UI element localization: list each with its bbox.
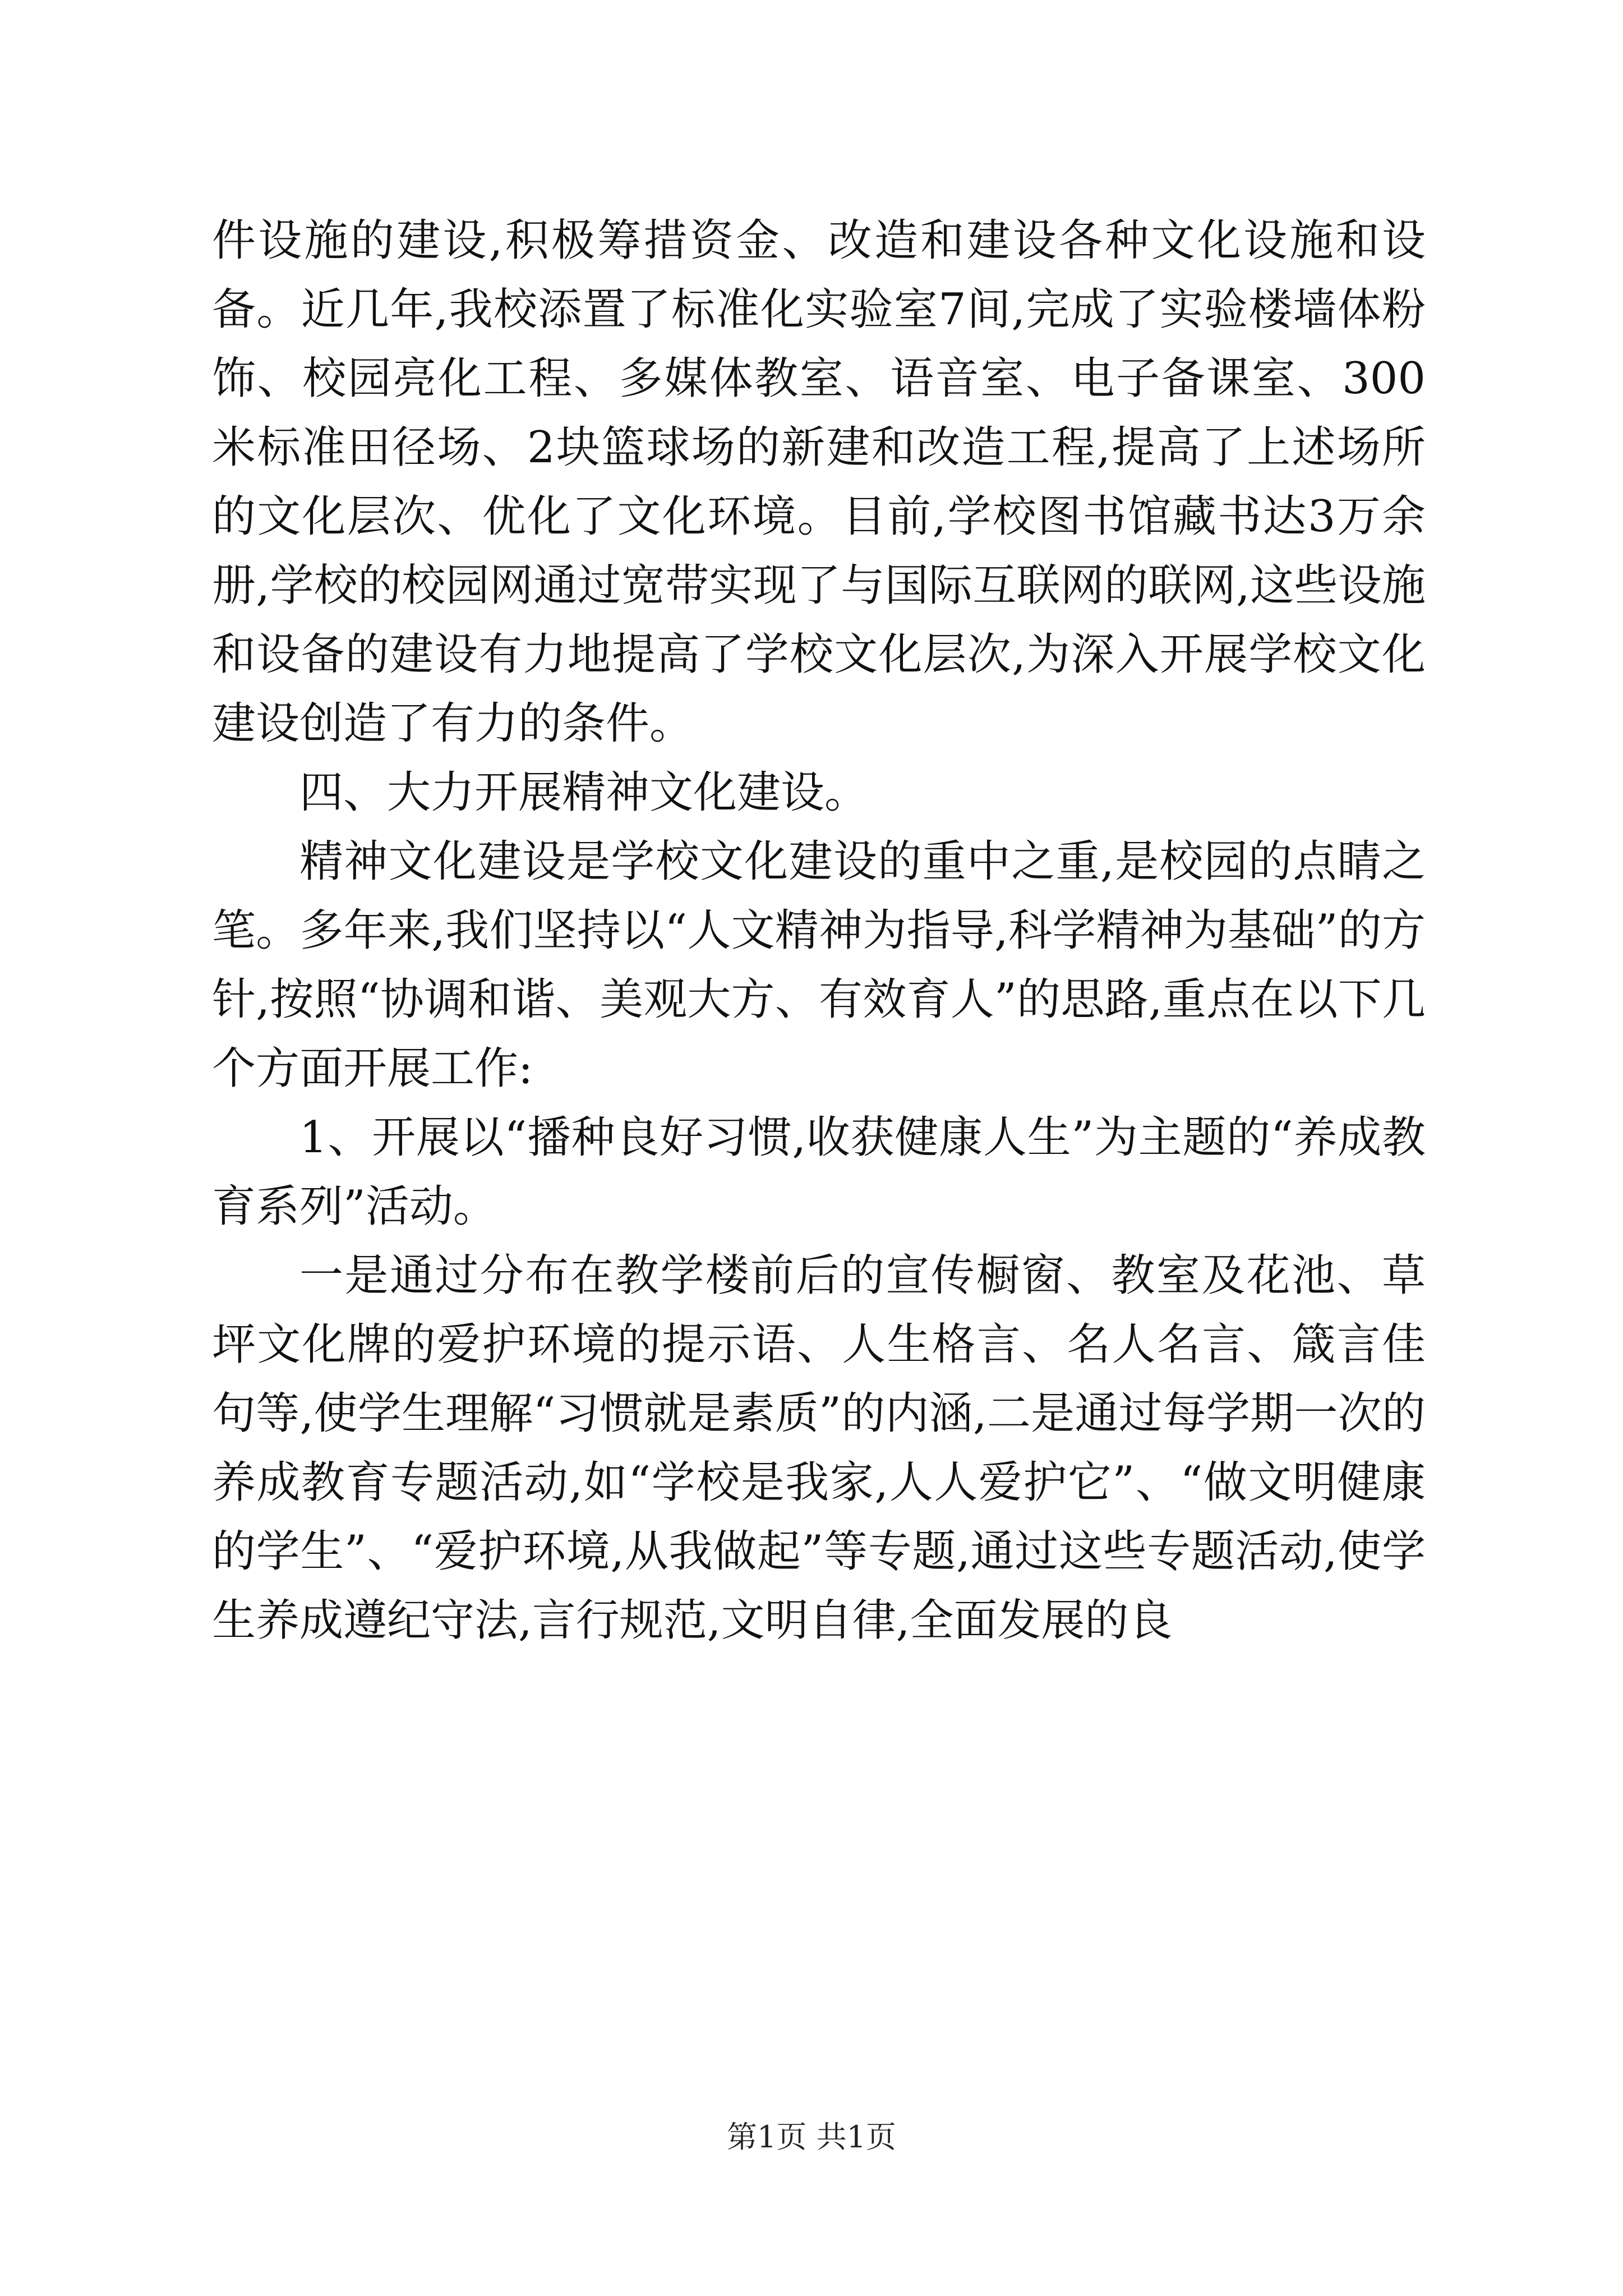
- section-heading-spiritual-culture: 四、大力开展精神文化建设。: [299, 767, 869, 818]
- paragraph-facilities: 件设施的建设,积极筹措资金、改造和建设各种文化设施和设备。近几年,我校添置了标准化实验室7间,完成了实验楼墙体粉饰、校园亮化工程、多媒体教室、语音室、电子备课室、300米标准田径场、2块篮球场的新建和改造工程,提高了上述场所的文化层次、优化了文化环境。目前,学校图书馆藏书达3万余册,学校的校园网通过宽带实现了与国际互联网的联网,这些设施和设备的建设有力地提高了学校文化层次,为深入开展学校文化建设创造了有力的条件。: [212, 215, 1426, 749]
- paragraph-spiritual-culture: 精神文化建设是学校文化建设的重中之重,是校园的点睛之笔。多年来,我们坚持以“人文精神为指导,科学精神为基础”的方针,按照“协调和谐、美观大方、有效育人”的思路,重点在以下几个方面开展工作:: [212, 836, 1426, 1094]
- subheading-habit-education: 1、开展以“播种良好习惯,收获健康人生”为主题的“养成教育系列”活动。: [212, 1112, 1426, 1232]
- paragraph-habit-education: 一是通过分布在教学楼前后的宣传橱窗、教室及花池、草坪文化牌的爱护环境的提示语、人生格言、名人名言、箴言佳句等,使学生理解“习惯就是素质”的内涵,二是通过每学期一次的养成教育专题活动,如“学校是我家,人人爱护它”、“做文明健康的学生”、“爱护环境,从我做起”等专题,通过这些专题活动,使学生养成遵纪守法,言行规范,文明自律,全面发展的良: [212, 1250, 1426, 1646]
- page-footer: 第1页 共1页: [727, 2119, 896, 2155]
- document-body: [212, 206, 1426, 1655]
